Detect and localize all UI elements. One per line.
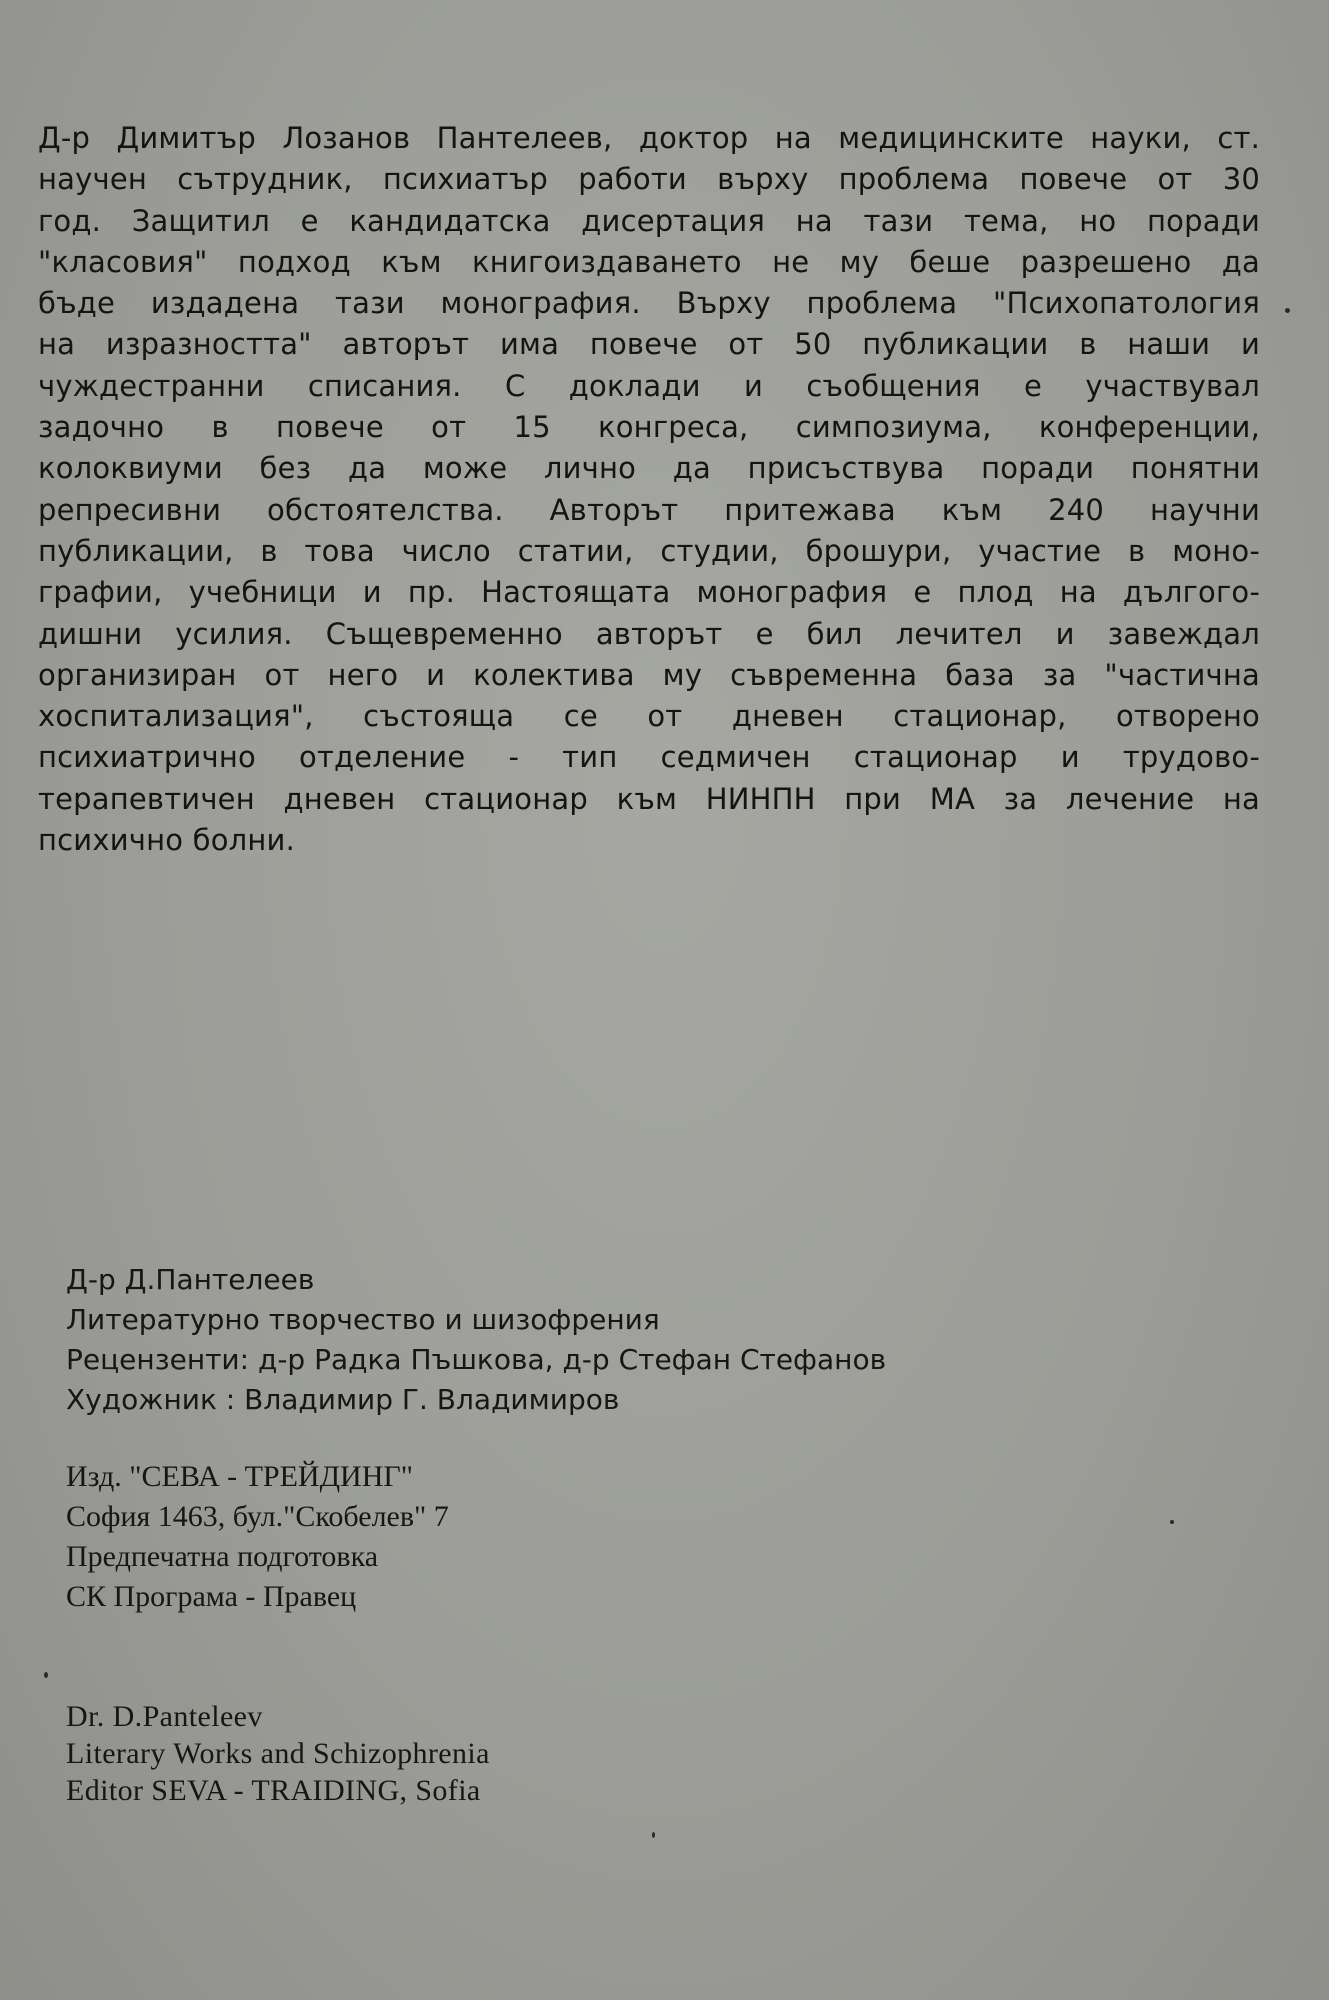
paper-speck bbox=[44, 1672, 48, 1678]
bio-line: задочно в повече от 15 конгреса, симпозиума, конференции, bbox=[38, 410, 1260, 445]
bio-line: год. Защитил е кандидатска дисертация на тази тема, но поради bbox=[38, 203, 1260, 238]
imprint-english bbox=[66, 1698, 490, 1809]
publisher-name: Изд. "СЕВА - ТРЕЙДИНГ" bbox=[66, 1460, 413, 1493]
bio-line: психично болни. bbox=[38, 823, 296, 858]
imprint-en-editor: Editor SEVA - TRAIDING, Sofia bbox=[66, 1774, 481, 1807]
bio-line: Д-р Димитър Лозанов Пантелеев, доктор на медицинските науки, ст. bbox=[38, 121, 1260, 155]
bio-line: графии, учебници и пр. Настоящата монография е плод на дългого- bbox=[38, 575, 1260, 610]
bio-line: "класовия" подход към книгоиздаването не му беше разрешено да bbox=[38, 244, 1260, 279]
bio-line: публикации, в това число статии, студии, брошури, участие в моно- bbox=[38, 533, 1260, 568]
publisher-address: София 1463, бул."Скобелев" 7 bbox=[66, 1500, 449, 1533]
bio-line: хоспитализация", състояща се от дневен стационар, отворено bbox=[38, 699, 1260, 734]
bio-line: психиатрично отделение - тип седмичен стационар и трудово- bbox=[38, 740, 1260, 775]
bio-line: организиран от него и колектива му съвременна база за "частична bbox=[38, 657, 1260, 692]
prepress-label: Предпечатна подготовка bbox=[66, 1540, 379, 1573]
imprint-publisher bbox=[66, 1457, 449, 1617]
bio-line: терапевтичен дневен стационар към НИНПН при МА за лечение на bbox=[38, 781, 1260, 816]
paper-speck bbox=[1285, 308, 1290, 313]
bio-line: дишни усилия. Същевременно авторът е бил лечител и завеждал bbox=[38, 616, 1260, 651]
bio-line: колоквиуми без да може лично да присъствува поради понятни bbox=[38, 451, 1260, 486]
bio-line: научен сътрудник, психиатър работи върху проблема повече от 30 bbox=[38, 162, 1260, 197]
bio-line: на изразността" авторът има повече от 50 публикации в наши и bbox=[38, 327, 1260, 362]
paper-speck bbox=[1170, 1520, 1174, 1524]
bio-line: чуждестранни списания. С доклади и съобщения е участвувал bbox=[38, 368, 1260, 403]
imprint-en-author: Dr. D.Panteleev bbox=[66, 1700, 263, 1733]
prepress-company: СК Програма - Правец bbox=[66, 1580, 357, 1613]
bio-line: бъде издадена тази монография. Върху проблема "Психопатология bbox=[38, 286, 1260, 321]
imprint-reviewers: Рецензенти: д-р Радка Пъшкова, д-р Стефан Стефанов bbox=[66, 1343, 887, 1376]
paper-speck bbox=[652, 1832, 655, 1838]
imprint-artist: Художник : Владимир Г. Владимиров bbox=[66, 1383, 620, 1416]
imprint-author: Д-р Д.Пантелеев bbox=[66, 1263, 315, 1296]
bio-line: репресивни обстоятелства. Авторът притежава към 240 научни bbox=[38, 492, 1260, 527]
imprint-en-title: Literary Works and Schizophrenia bbox=[66, 1737, 490, 1770]
imprint-bulgarian bbox=[66, 1260, 886, 1420]
author-bio bbox=[38, 118, 1260, 861]
imprint-title: Литературно творчество и шизофрения bbox=[66, 1303, 660, 1336]
